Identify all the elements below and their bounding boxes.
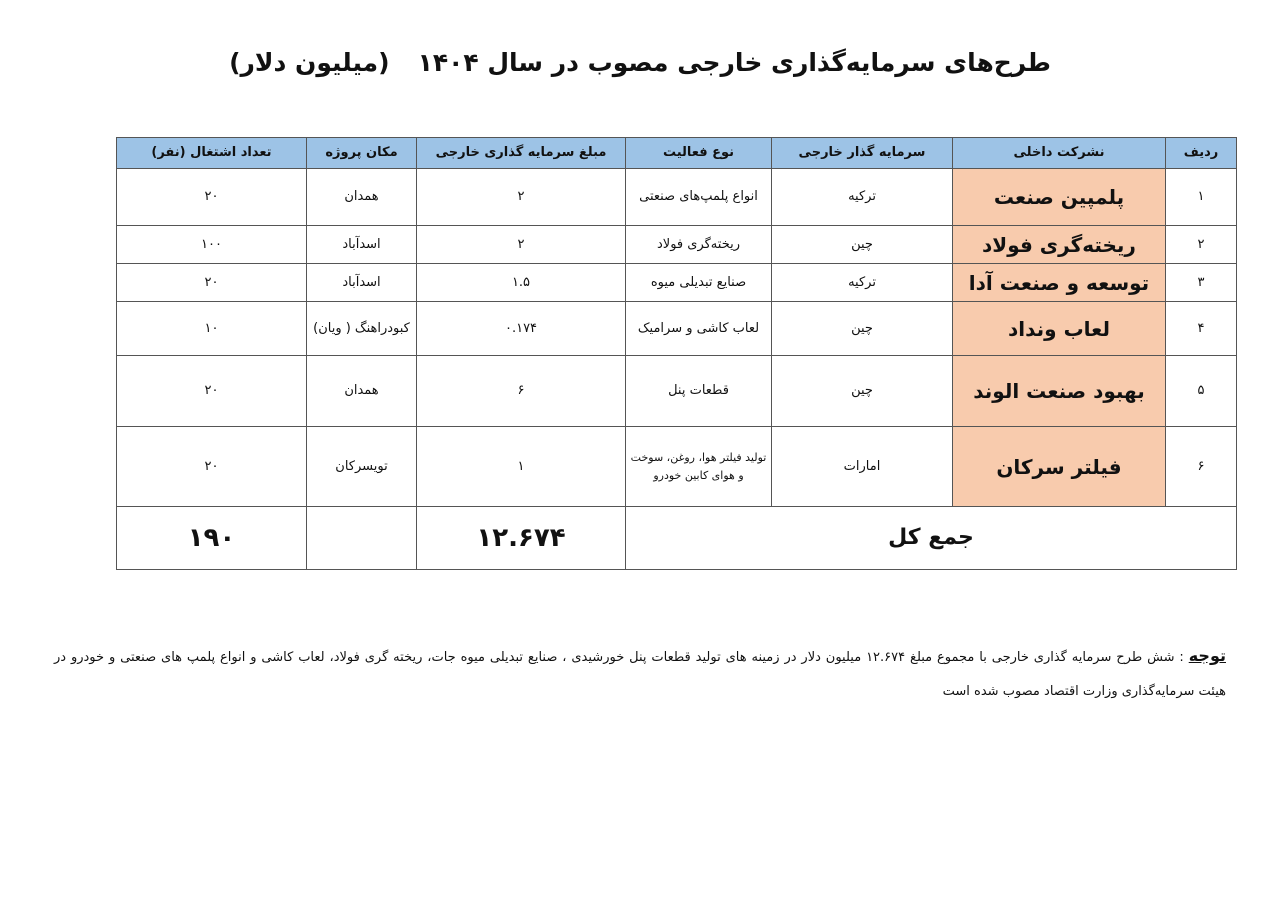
table-row — [117, 356, 1237, 427]
foreign-investor: چین — [772, 226, 953, 264]
title-main: طرح‌های سرمایه‌گذاری خارجی مصوب در سال ۱۴۰۴ — [417, 48, 1051, 77]
jobs-count: ۲۰ — [117, 169, 307, 226]
company-name: فیلتر سرکان — [953, 427, 1166, 507]
table-row — [117, 169, 1237, 226]
project-location: اسدآباد — [307, 264, 417, 302]
header-row — [117, 138, 1237, 169]
investment-amount: ۲ — [417, 169, 626, 226]
foreign-investor: چین — [772, 302, 953, 356]
table-row — [117, 226, 1237, 264]
company-name: پلمپین صنعت — [953, 169, 1166, 226]
note-text: : شش طرح سرمایه گذاری خارجی با مجموع مبلغ ۱۲.۶۷۴ میلیون دلار در زمینه های تولید قطعات پنل خورشیدی ، صنایع تبدیلی میوه جات، ریخته گری فولاد، لعاب کاشی و انواع پلمپ های صنعتی و خودرو در هیئت سرمایه‌گذاری وزارت اقتصاد مصوب شده است — [54, 650, 1226, 699]
foreign-investor: ترکیه — [772, 264, 953, 302]
foreign-investor: چین — [772, 356, 953, 427]
table-row — [117, 264, 1237, 302]
company-name: توسعه و صنعت آدا — [953, 264, 1166, 302]
jobs-count: ۱۰۰ — [117, 226, 307, 264]
project-location: همدان — [307, 356, 417, 427]
activity-type: ریخته‌گری فولاد — [626, 226, 772, 264]
row-number: ۵ — [1166, 356, 1237, 427]
title-unit: (میلیون دلار) — [229, 48, 390, 77]
header-company: نشرکت داخلی — [953, 138, 1166, 169]
activity-type: انواع پلمپ‌های صنعتی — [626, 169, 772, 226]
project-location: کبودراهنگ ( ویان) — [307, 302, 417, 356]
company-name: بهبود صنعت الوند — [953, 356, 1166, 427]
foreign-investor: امارات — [772, 427, 953, 507]
investment-amount: ۶ — [417, 356, 626, 427]
header-jobs: تعداد اشتغال (نفر) — [117, 138, 307, 169]
table-row — [117, 302, 1237, 356]
header-investor: سرمایه گذار خارجی — [772, 138, 953, 169]
activity-type: لعاب کاشی و سرامیک — [626, 302, 772, 356]
total-jobs: ۱۹۰ — [117, 507, 307, 570]
investment-amount: ۱.۵ — [417, 264, 626, 302]
total-row — [117, 507, 1237, 570]
total-amount: ۱۲.۶۷۴ — [417, 507, 626, 570]
header-activity: نوع فعالیت — [626, 138, 772, 169]
header-amount: مبلغ سرمایه گذاری خارجی — [417, 138, 626, 169]
row-number: ۴ — [1166, 302, 1237, 356]
activity-type: قطعات پنل — [626, 356, 772, 427]
company-name: لعاب ونداد — [953, 302, 1166, 356]
header-row-no: ردیف — [1166, 138, 1237, 169]
row-number: ۶ — [1166, 427, 1237, 507]
project-location: اسدآباد — [307, 226, 417, 264]
row-number: ۳ — [1166, 264, 1237, 302]
jobs-count: ۲۰ — [117, 264, 307, 302]
activity-type: تولید فیلتر هوا، روغن، سوخت و هوای کابین خودرو — [626, 427, 772, 507]
company-name: ریخته‌گری فولاد — [953, 226, 1166, 264]
total-location-empty — [307, 507, 417, 570]
jobs-count: ۲۰ — [117, 356, 307, 427]
table-row — [117, 427, 1237, 507]
total-label: جمع کل — [626, 507, 1237, 570]
activity-type: صنایع تبدیلی میوه — [626, 264, 772, 302]
investment-amount: ۱ — [417, 427, 626, 507]
investment-amount: ۰.۱۷۴ — [417, 302, 626, 356]
investment-amount: ۲ — [417, 226, 626, 264]
note-label: توجه — [1188, 646, 1226, 665]
jobs-count: ۱۰ — [117, 302, 307, 356]
project-location: تویسرکان — [307, 427, 417, 507]
header-location: مکان پروژه — [307, 138, 417, 169]
page-title — [0, 48, 1280, 77]
investment-table — [116, 137, 1237, 570]
row-number: ۲ — [1166, 226, 1237, 264]
note-paragraph — [54, 639, 1226, 709]
foreign-investor: ترکیه — [772, 169, 953, 226]
project-location: همدان — [307, 169, 417, 226]
jobs-count: ۲۰ — [117, 427, 307, 507]
row-number: ۱ — [1166, 169, 1237, 226]
